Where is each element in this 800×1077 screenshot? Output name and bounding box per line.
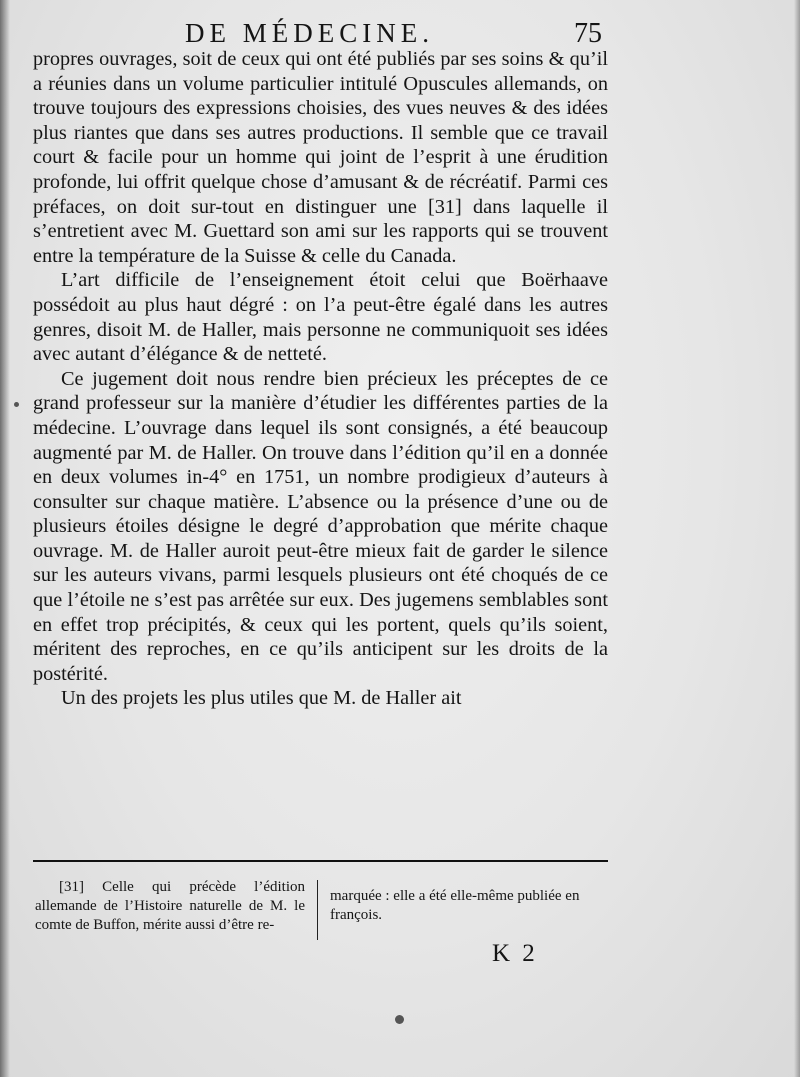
page-number: 75 <box>574 18 602 49</box>
signature-mark: K 2 <box>492 940 538 967</box>
paragraph-4: Un des projets les plus utiles que M. de Haller ait <box>61 687 462 710</box>
ink-speck <box>395 1015 404 1024</box>
page-edge-shadow-right <box>794 0 800 1077</box>
paragraph-2: L’art difficile de l’enseignement étoit celui que Boërhaave possédoit au plus haut dégré : on l’a peut-être égalé dans les autres genres, disoit M. de Haller, mais personne ne communiquoit ses idées avec autant d’élégance & de netteté. <box>33 269 608 366</box>
page-edge-shadow-left <box>0 0 10 1077</box>
ink-speck <box>14 402 19 407</box>
footnote-31-continuation: marquée : elle a été elle-même publiée en françois. <box>330 888 580 923</box>
paragraph-3: Ce jugement doit nous rendre bien précieux les préceptes de ce grand professeur sur la manière d’étudier les différentes parties de la médecine. L’ouvrage dans lequel ils sont consignés, a été beaucoup augmenté par M. de Haller. On trouve dans l’édition qu’il en a donnée en deux volumes in-4° en 1751, un nombre prodigieux d’auteurs à consulter sur chaque matière. L’absence ou la présence d’une ou de plusieurs étoiles désigne le degré d’approbation que mérite chaque ouvrage. M. de Haller auroit peut-être mieux fait de garder le silence sur les auteurs vivans, parmi lesquels plusieurs ont été choqués de ce que l’étoile ne s’est pas arrêtée sur eux. Des jugemens semblables sont en effet trop précipités, & ceux qui les portent, quels qu’ils soient, méritent des reproches, en ce qu’ils anticipent sur les droits de la postérité. <box>33 367 608 685</box>
main-text <box>33 47 608 711</box>
footnote-31-text: [31] Celle qui précède l’édition allemande de l’Histoire naturelle de M. le comte de Buffon, mérite aussi d’être re- <box>35 879 305 933</box>
footnote-left-column <box>35 878 305 935</box>
running-title: DE MÉDECINE. <box>185 18 434 48</box>
footnote-rule <box>33 860 608 862</box>
paragraph-1: propres ouvrages, soit de ceux qui ont été publiés par ses soins & qu’il a réunies dans un volume particulier intitulé Opuscules allemands, on trouve toujours des expressions choisies, des vues neuves & des idées plus riantes que dans ses autres productions. Il semble que ce travail court & facile pour un homme qui joint de l’esprit à une érudition profonde, lui offrit quelque chose d’amusant & de récréatif. Parmi ces préfaces, on doit sur-tout en distinguer une [31] dans laquelle il s’entretient avec M. Guettard son ami sur les rapports qui se trouvent entre la température de la Suisse & celle du Canada. <box>33 48 608 267</box>
footnote-right-column <box>330 887 608 925</box>
footnote-column-divider <box>317 880 318 940</box>
